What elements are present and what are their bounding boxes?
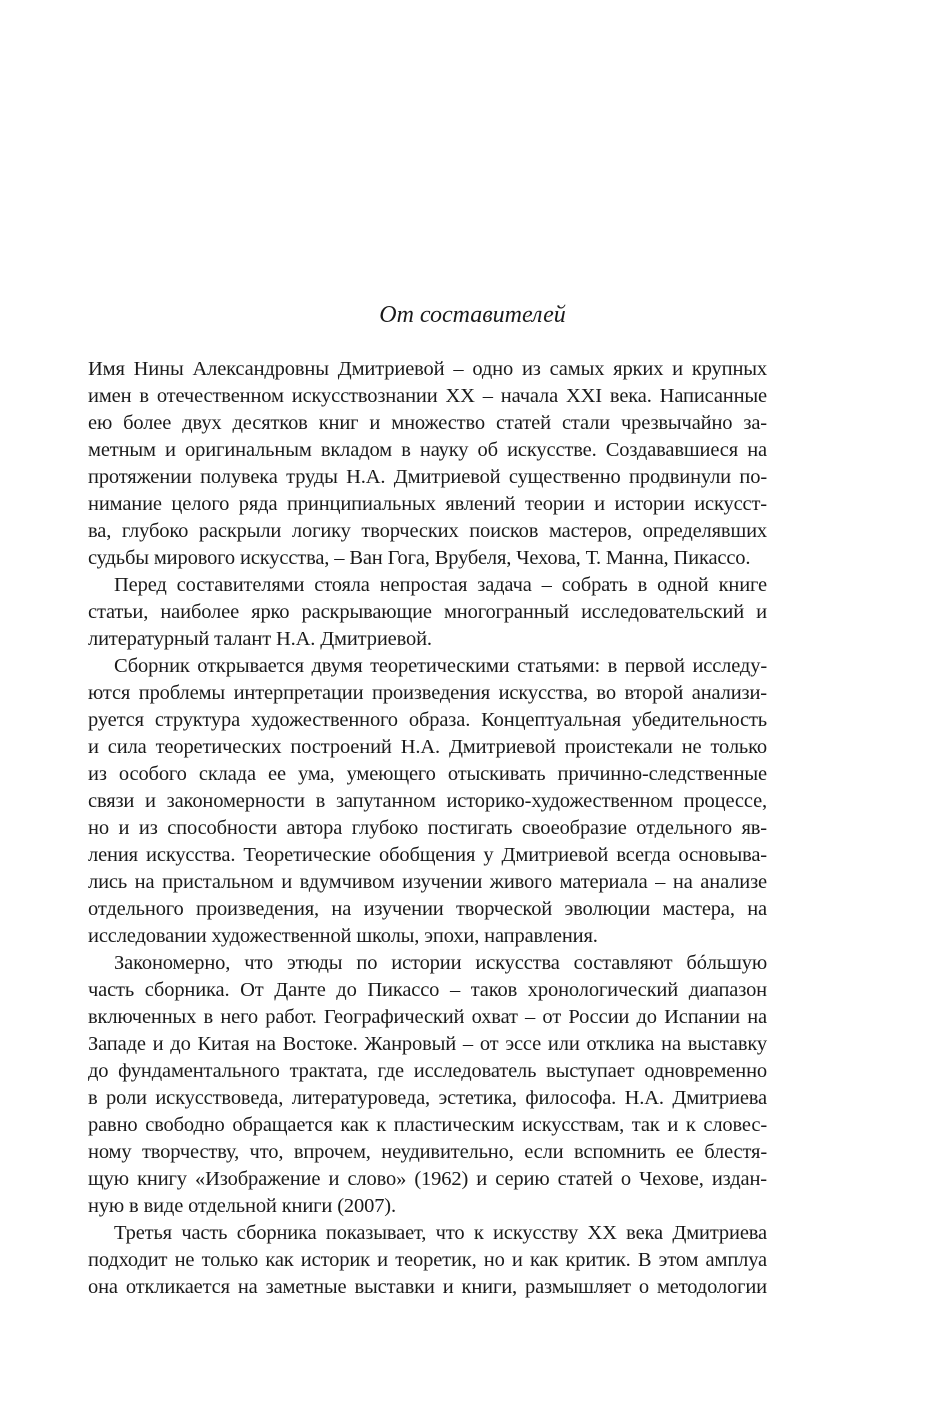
text-line: руется структура художественного образа. Концептуальная убедительность xyxy=(88,709,767,731)
text-line: и сила теоретических построений Н.А. Дмитриевой проистекали не только xyxy=(88,736,767,758)
text-line: подходит не только как историк и теоретик, но и как критик. В этом амплуа xyxy=(88,1249,767,1271)
text-line: протяжении полувека труды Н.А. Дмитриевой существенно продвинули по- xyxy=(88,466,767,488)
paragraph xyxy=(88,653,767,950)
text-line: Западе и до Китая на Востоке. Жанровый – от эссе или отклика на выставку xyxy=(88,1033,767,1055)
paragraph xyxy=(88,1220,767,1301)
text-line: ному творчеству, что, впрочем, неудивительно, если вспомнить ее блестя- xyxy=(88,1141,767,1163)
text-line: нимание целого ряда принципиальных явлений теории и истории искусст- xyxy=(88,493,767,515)
text-line: метным и оригинальным вкладом в науку об искусстве. Создававшиеся на xyxy=(88,439,767,461)
paragraph xyxy=(88,356,767,572)
text-line: имен в отечественном искусствознании XX – начала XXI века. Написанные xyxy=(88,385,767,407)
text-line: Имя Нины Александровны Дмитриевой – одно из самых ярких и крупных xyxy=(88,358,767,380)
text-line: часть сборника. От Данте до Пикассо – таков хронологический диапазон xyxy=(88,979,767,1001)
page-title: От составителей xyxy=(379,302,566,328)
text-line: ления искусства. Теоретические обобщения у Дмитриевой всегда основыва- xyxy=(88,844,767,866)
text-line: Третья часть сборника показывает, что к искусству XX века Дмитриева xyxy=(114,1222,767,1244)
paragraph xyxy=(88,950,767,1220)
text-line: включенных в него работ. Географический охват – от России до Испании на xyxy=(88,1006,767,1028)
text-line: Сборник открывается двумя теоретическими статьями: в первой исследу- xyxy=(114,655,767,677)
text-line: до фундаментального трактата, где исследователь выступает одновременно xyxy=(88,1060,767,1082)
text-line: ва, глубоко раскрыли логику творческих поисков мастеров, определявших xyxy=(88,520,767,542)
text-line: литературный талант Н.А. Дмитриевой. xyxy=(88,628,432,650)
text-line: щую книгу «Изображение и слово» (1962) и серию статей о Чехове, издан- xyxy=(88,1168,767,1190)
text-line: статьи, наиболее ярко раскрывающие многогранный исследовательский и xyxy=(88,601,767,623)
text-line: отдельного произведения, на изучении творческой эволюции мастера, на xyxy=(88,898,767,920)
text-line: она откликается на заметные выставки и книги, размышляет о методологии xyxy=(88,1276,767,1298)
body-text xyxy=(88,356,767,1301)
text-line: Закономерно, что этюды по истории искусства составляют бóльшую xyxy=(114,952,767,974)
text-line: судьбы мирового искусства, – Ван Гога, Врубеля, Чехова, Т. Манна, Пикассо. xyxy=(88,547,751,569)
paragraph xyxy=(88,572,767,653)
text-line: из особого склада ее ума, умеющего отыскивать причинно-следственные xyxy=(88,763,767,785)
text-line: связи и закономерности в запутанном историко-художественном процессе, xyxy=(88,790,767,812)
text-line: равно свободно обращается как к пластическим искусствам, так и к словес- xyxy=(88,1114,767,1136)
text-line: ную в виде отдельной книги (2007). xyxy=(88,1195,396,1217)
text-line: но и из способности автора глубоко постигать своеобразие отдельного яв- xyxy=(88,817,767,839)
text-line: исследовании художественной школы, эпохи, направления. xyxy=(88,925,598,947)
text-line: лись на пристальном и вдумчивом изучении живого материала – на анализе xyxy=(88,871,767,893)
text-line: в роли искусствоведа, литературоведа, эстетика, философа. Н.А. Дмитриева xyxy=(88,1087,767,1109)
text-line: ею более двух десятков книг и множество статей стали чрезвычайно за- xyxy=(88,412,767,434)
text-line: Перед составителями стояла непростая задача – собрать в одной книге xyxy=(114,574,767,596)
text-line: ются проблемы интерпретации произведения искусства, во второй анализи- xyxy=(88,682,767,704)
